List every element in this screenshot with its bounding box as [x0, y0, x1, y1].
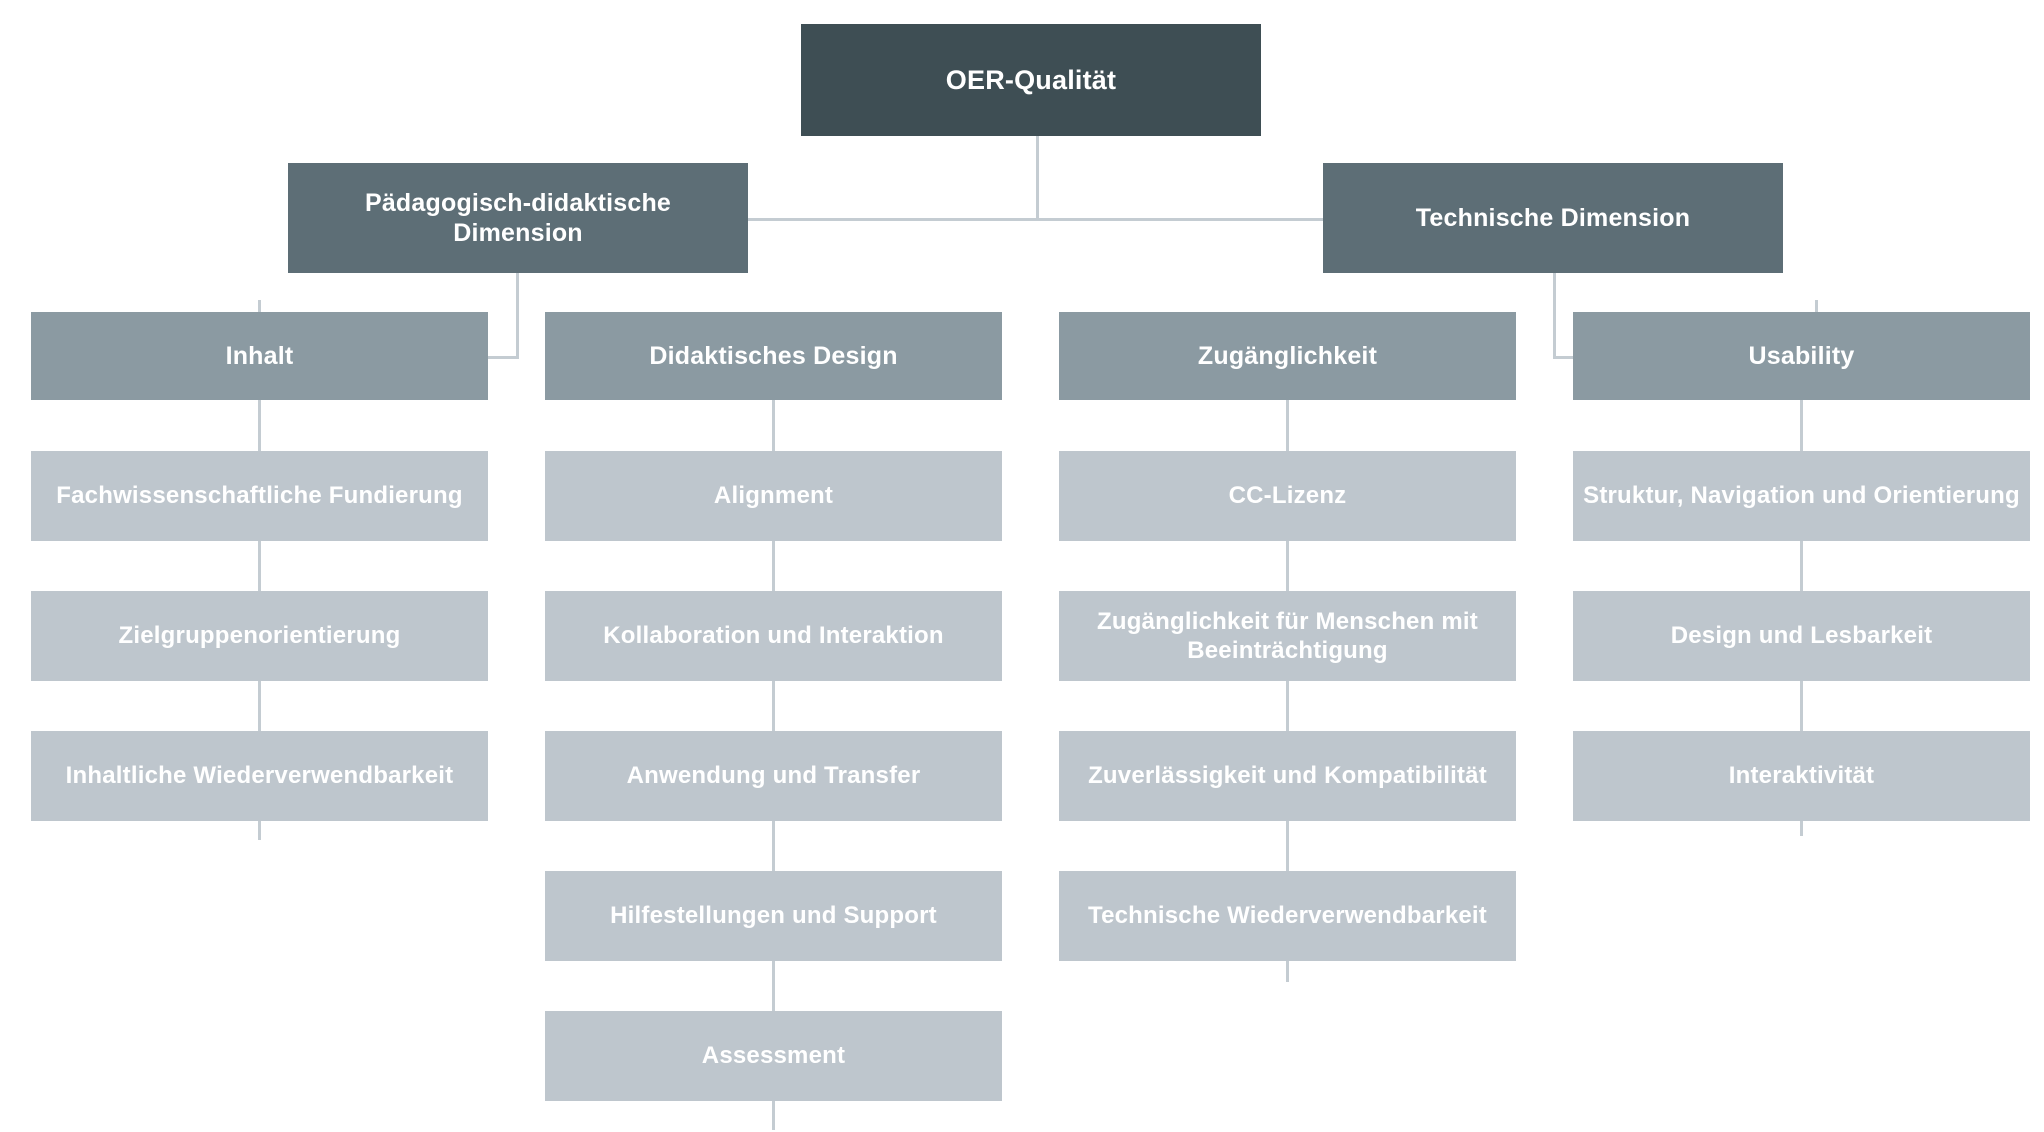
node-label: Didaktisches Design	[649, 341, 898, 370]
node-label: Pädagogisch-didaktische Dimension	[364, 188, 672, 247]
node-item-zuverlaessigkeit-und-kompatibilitaet[interactable]	[1059, 731, 1516, 821]
node-item-interaktivitaet[interactable]	[1573, 731, 2030, 821]
connector-root-down	[1036, 135, 1039, 220]
node-category-inhalt[interactable]	[31, 312, 488, 400]
node-dimension-paedagogisch-didaktisch[interactable]	[288, 163, 748, 273]
node-item-struktur-navigation-orientierung[interactable]	[1573, 451, 2030, 541]
node-item-hilfestellungen-und-support[interactable]	[545, 871, 1002, 961]
node-item-cc-lizenz[interactable]	[1059, 451, 1516, 541]
node-item-technische-wiederverwendbarkeit[interactable]	[1059, 871, 1516, 961]
node-item-zielgruppenorientierung[interactable]	[31, 591, 488, 681]
node-item-alignment[interactable]	[545, 451, 1002, 541]
node-label: Kollaboration und Interaktion	[603, 622, 944, 650]
node-label: Usability	[1748, 341, 1855, 370]
node-item-anwendung-und-transfer[interactable]	[545, 731, 1002, 821]
node-item-kollaboration-und-interaktion[interactable]	[545, 591, 1002, 681]
node-label: Zielgruppenorientierung	[118, 622, 401, 650]
node-label: Fachwissenschaftliche Fundierung	[56, 482, 463, 510]
node-item-fachwissenschaftliche-fundierung[interactable]	[31, 451, 488, 541]
node-label: Technische Dimension	[1415, 203, 1691, 232]
node-label: OER-Qualität	[945, 64, 1117, 95]
node-label: CC-Lizenz	[1228, 482, 1347, 510]
node-label: Hilfestellungen und Support	[610, 902, 937, 930]
node-dimension-technisch[interactable]	[1323, 163, 1783, 273]
node-root[interactable]	[801, 24, 1261, 136]
node-label: Design und Lesbarkeit	[1670, 622, 1933, 650]
node-item-zugaenglichkeit-beeintraechtigung[interactable]	[1059, 591, 1516, 681]
node-category-zugaenglichkeit[interactable]	[1059, 312, 1516, 400]
node-item-design-und-lesbarkeit[interactable]	[1573, 591, 2030, 681]
node-label: Zuverlässigkeit und Kompatibilität	[1088, 762, 1487, 790]
node-label: Zugänglichkeit für Menschen mit Beeinträchtigung	[1097, 607, 1478, 664]
node-label: Struktur, Navigation und Orientierung	[1583, 482, 2020, 510]
node-label: Inhalt	[225, 341, 294, 370]
node-item-assessment[interactable]	[545, 1011, 1002, 1101]
node-label: Interaktivität	[1728, 762, 1875, 790]
node-category-usability[interactable]	[1573, 312, 2030, 400]
node-label: Assessment	[701, 1042, 846, 1070]
node-label: Alignment	[713, 482, 834, 510]
node-label: Anwendung und Transfer	[626, 762, 921, 790]
node-category-didaktisches-design[interactable]	[545, 312, 1002, 400]
node-label: Technische Wiederverwendbarkeit	[1087, 902, 1487, 930]
node-label: Inhaltliche Wiederverwendbarkeit	[65, 762, 454, 790]
node-item-inhaltliche-wiederverwendbarkeit[interactable]	[31, 731, 488, 821]
node-label: Zugänglichkeit	[1197, 341, 1378, 370]
